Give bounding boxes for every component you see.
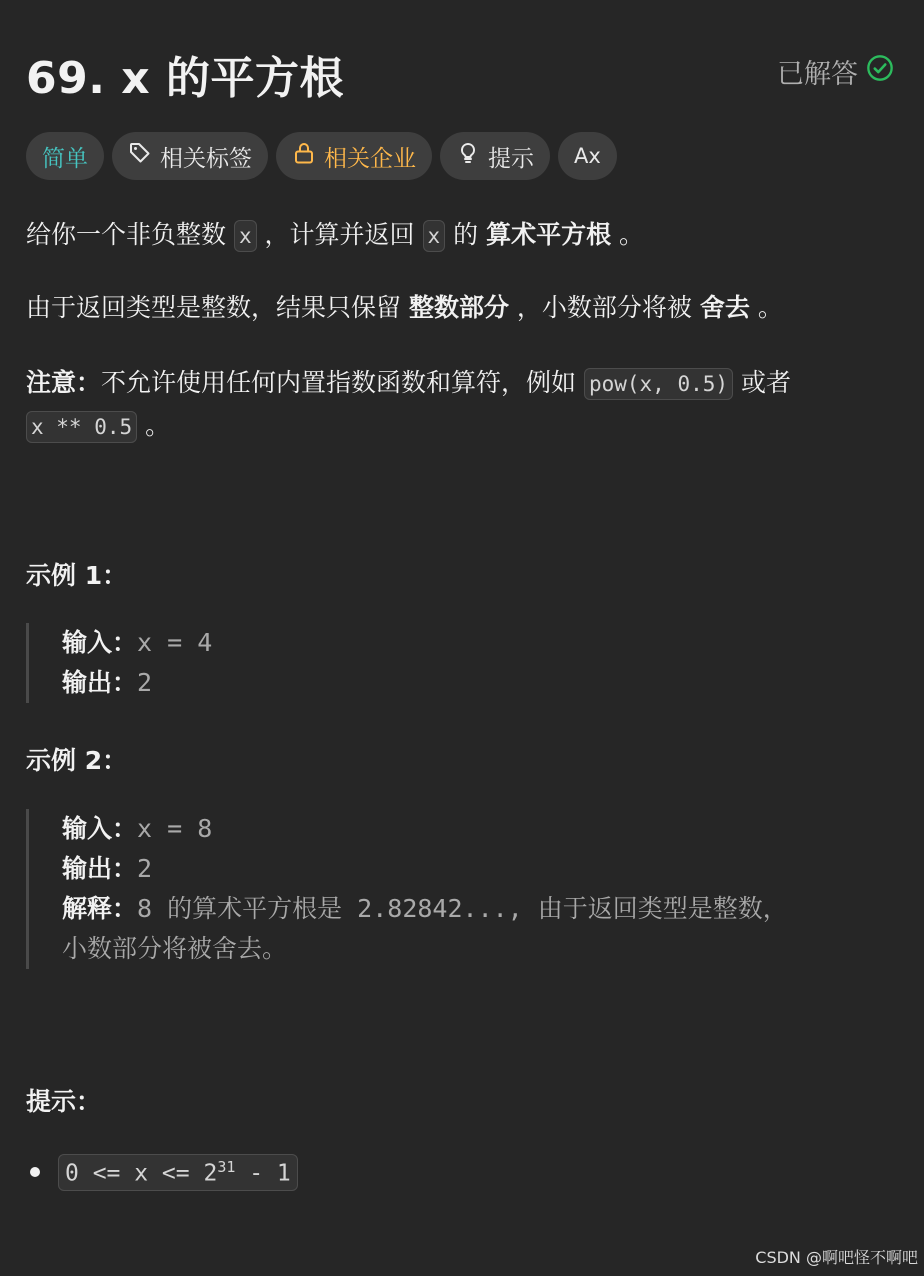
text: 不允许使用任何内置指数函数和算符，例如	[101, 368, 584, 397]
text: ，计算并返回	[256, 220, 423, 249]
output-label: 输出：	[62, 854, 138, 883]
problem-title: 69. x 的平方根	[26, 53, 344, 104]
text: 。	[611, 220, 645, 249]
bold-text: 算术平方根	[486, 220, 612, 249]
translate-icon: Ax	[574, 144, 601, 168]
related-companies-label: 相关企业	[324, 145, 416, 172]
inline-code: pow(x, 0.5)	[584, 368, 733, 400]
explanation-text: 8 的算术平方根是 2.82842...,	[137, 894, 538, 923]
input-label: 输入：	[62, 814, 138, 843]
example-2-heading: 示例 2：	[26, 746, 128, 775]
input-value: x = 8	[137, 814, 213, 843]
inline-code: x	[234, 220, 257, 252]
output-value: 2	[137, 668, 153, 697]
bold-text: 整数部分	[408, 293, 509, 322]
text: 由于返回类型是整数，结果只保留	[26, 293, 409, 322]
constraint-item	[30, 1154, 298, 1191]
text: 或者	[733, 368, 791, 397]
bullet-dot	[30, 1167, 40, 1177]
tag-icon	[128, 141, 152, 171]
explanation-label: 解释：	[62, 894, 138, 923]
output-label: 输出：	[62, 668, 138, 697]
hint-button[interactable]	[440, 132, 550, 180]
constraint-code	[58, 1154, 298, 1191]
explanation-text-cont: 由于返回类型是整数，	[537, 894, 788, 923]
note-label: 注意：	[26, 368, 102, 397]
related-tags-button[interactable]	[112, 132, 268, 180]
watermark: CSDN @啊吧怪不啊吧	[755, 1248, 918, 1267]
inline-code: x	[423, 220, 446, 252]
solved-label: 已解答	[777, 59, 858, 90]
input-label: 输入：	[62, 628, 138, 657]
description-paragraph-3	[26, 362, 898, 448]
example-1-block	[26, 623, 892, 703]
constraint-text: 0 <= x <= 2	[65, 1160, 218, 1187]
input-value: x = 4	[137, 628, 213, 657]
check-circle-icon	[866, 54, 894, 89]
text: 给你一个非负整数	[26, 220, 234, 249]
tag-row	[26, 132, 617, 180]
related-companies-button[interactable]	[276, 132, 432, 180]
explanation-text-line2: 小数部分将被舍去。	[62, 934, 288, 963]
text: 。	[137, 411, 171, 440]
bold-text: 舍去	[699, 293, 750, 322]
difficulty-tag[interactable]	[26, 132, 104, 180]
hint-label: 提示	[488, 145, 534, 172]
text: 。	[749, 293, 783, 322]
related-tags-label: 相关标签	[160, 145, 252, 172]
lightbulb-icon	[456, 141, 480, 171]
output-value: 2	[137, 854, 153, 883]
title-row	[26, 40, 896, 104]
lock-icon	[292, 141, 316, 171]
example-1-heading: 示例 1：	[26, 561, 128, 590]
description-paragraph-2	[26, 287, 898, 329]
example-2-block	[26, 809, 892, 969]
translate-button[interactable]	[558, 132, 617, 180]
constraint-text-end: - 1	[235, 1160, 291, 1187]
solved-status[interactable]	[777, 52, 894, 91]
inline-code: x ** 0.5	[26, 411, 137, 443]
text: ，小数部分将被	[508, 293, 700, 322]
description-paragraph-1	[26, 214, 898, 257]
constraints-heading: 提示：	[26, 1087, 102, 1116]
text: 的	[445, 220, 487, 249]
difficulty-label: 简单	[42, 145, 88, 172]
constraint-exponent: 31	[217, 1158, 236, 1176]
